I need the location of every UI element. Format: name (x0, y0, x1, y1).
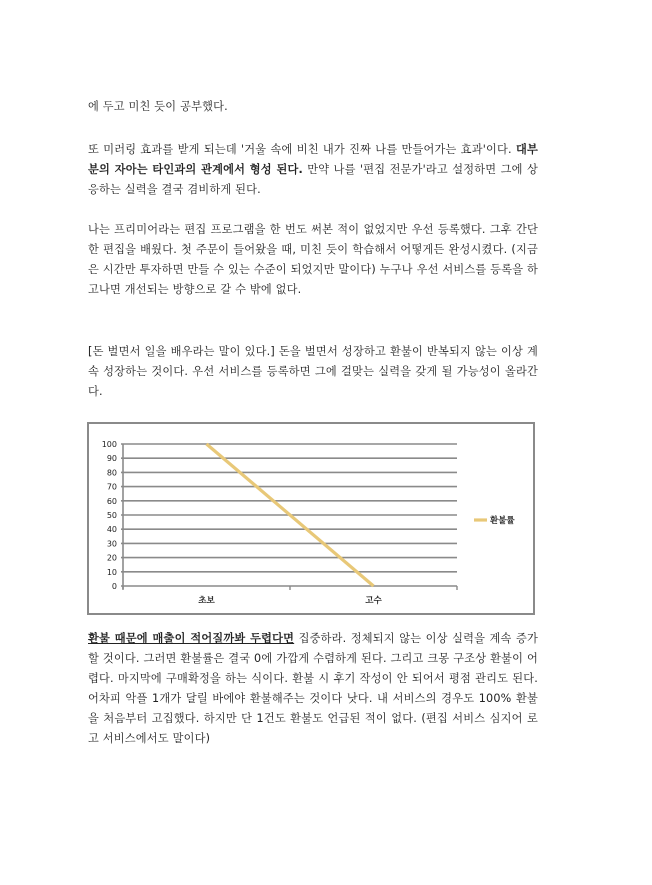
y-tick-label: 30 (106, 539, 117, 549)
paragraph-5 (88, 629, 538, 749)
y-tick-label: 70 (106, 482, 117, 492)
paragraph-3-text: 나는 프리미어라는 편집 프로그램을 한 번도 써본 적이 없었지만 우선 등록했다. 그후 간단한 편집을 배웠다. 첫 주문이 들어왔을 때, 미친 듯이 학습해서 어떻게든 완성시켰다. (지금은 시간만 투자하면 만들 수 있는 수준이 되었지만 말이다) 누구나 우선 서비스를 등록을 하고나면 개선되는 방향으로 갈 수 밖에 없다. (88, 223, 538, 296)
chart-canvas (89, 424, 533, 613)
paragraph-1-text: 에 두고 미친 듯이 공부했다. (88, 100, 228, 113)
paragraph-5-text: 집중하라. 정체되지 않는 이상 실력을 계속 증가할 것이다. 그러면 환불률은 결국 0에 가깝게 수렴하게 된다. 그리고 크몽 구조상 환불이 어렵다. 마지막에 구매확정을 하는 식이다. 환불 시 후기 작성이 안 되어서 평점 관리도 된다. 어차피 악플 1개가 달릴 바에야 환불해주는 것이다 낫다. 내 서비스의 경우도 100% 환불을 처음부터 고집했다. 하지만 단 1건도 환불도 언급된 적이 없다. (편집 서비스 심지어 로고 서비스에서도 말이다) (88, 632, 538, 745)
paragraph-3 (88, 220, 538, 300)
y-tick-label: 100 (101, 440, 117, 449)
paragraph-4 (88, 342, 538, 402)
paragraph-2-text-a: 또 미러링 효과를 받게 되는데 '거울 속에 비친 내가 진짜 나를 만들어가는 효과'이다. (88, 143, 516, 156)
paragraph-2 (88, 140, 538, 200)
legend-label: 환불률 (490, 516, 515, 526)
y-tick-label: 90 (106, 454, 117, 464)
x-category-label: 초보 (198, 596, 215, 606)
y-tick-label: 80 (106, 468, 117, 478)
y-tick-label: 60 (106, 496, 117, 506)
y-tick-label: 50 (106, 511, 117, 520)
paragraph-2-text-b: 만약 나를 '편집 전문가'라고 설정하면 그에 상응하는 실력을 결국 겸비하게 된다. (88, 163, 538, 196)
y-tick-label: 0 (111, 582, 117, 591)
y-tick-label: 40 (106, 525, 117, 535)
y-tick-label: 10 (106, 567, 117, 577)
paragraph-5-underlined-text: 환불 때문에 매출이 적어질까봐 두렵다면 (88, 632, 295, 645)
x-category-label: 고수 (365, 596, 382, 606)
paragraph-2-bold-text: 대부분의 자아는 타인과의 관계에서 형성 된다. (88, 143, 538, 176)
paragraph-1 (88, 97, 538, 117)
paragraph-4-text: [돈 벌면서 일을 배우라는 말이 있다.] 돈을 벌면서 성장하고 환불이 반복되지 않는 이상 계속 성장하는 것이다. 우선 서비스를 등록하면 그에 걸맞는 실력을 갖게 될 가능성이 올라간다. (88, 345, 538, 398)
y-tick-label: 20 (106, 553, 117, 563)
refund-rate-chart (87, 422, 535, 615)
